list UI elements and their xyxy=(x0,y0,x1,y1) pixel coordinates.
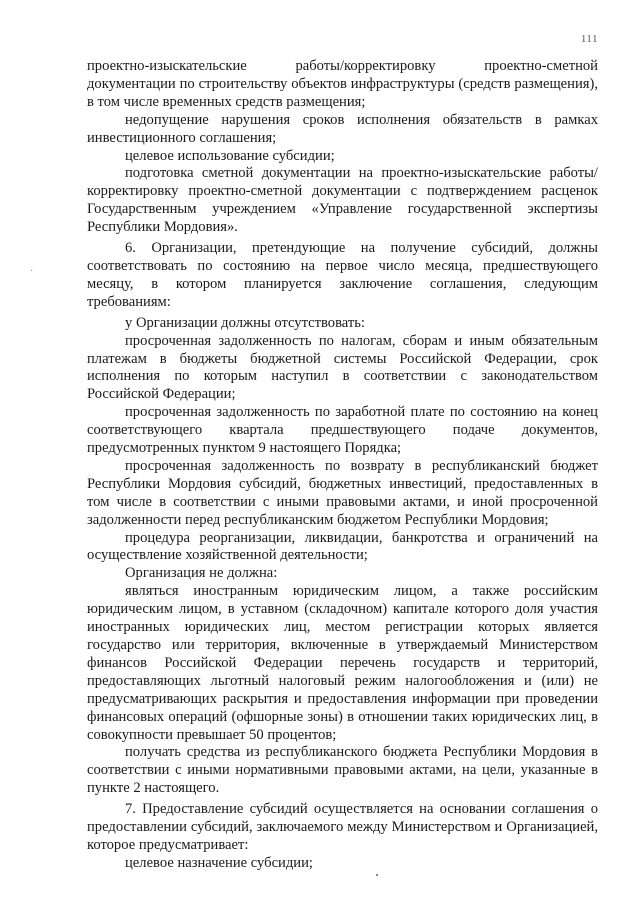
paragraph-section-7: 7. Предоставление субсидий осуществляется на основании соглашения о предоставлении субсидий, заключаемого между Министерством и Организацией, которое предусматривает: xyxy=(87,801,598,853)
paragraph-requirement-estimate: подготовка сметной документации на проектно-изыскательские работы/корректировку проектно-сметной документации с подтверждением расценок Государственным учреждением «Управление государственной экспертизы Республики Мордовия». xyxy=(87,165,598,236)
paragraph-target-purpose: целевое назначение субсидии; xyxy=(125,854,313,871)
paragraph-requirement-target-use: целевое использование субсидии; xyxy=(125,147,335,164)
paragraph-organization-must-not: Организация не должна: xyxy=(125,565,278,582)
paragraph-foreign-entity: являться иностранным юридическим лицом, а также российским юридическим лицом, в уставном (складочном) капитале которого доля участия иностранных юридических лиц, местом регистрации которых является государство или территория, включенные в утверждаемый Министерством финансов Российской Федерации перечень государств и территорий, предоставляющих льготный налоговый режим налогообложения и (или) не предусматривающих раскрытия и предоставления информации при проведении финансовых операций (офшорные зоны) в отношении таких юридических лиц, в совокупности превышает 50 процентов; xyxy=(87,583,598,743)
paragraph-tax-debt: просроченная задолженность по налогам, сборам и иным обязательным платежам в бюджеты бюджетной системы Российской Федерации, срок исполнения по которым наступил в соответствии с законодательством Российской Федерации; xyxy=(87,332,598,403)
margin-mark: · xyxy=(30,266,34,277)
document-body xyxy=(87,58,598,873)
bottom-mark xyxy=(376,874,378,876)
paragraph-continuation: проектно-изыскательские работы/корректировку проектно-сметной документации по строительству объектов инфраструктуры (средств размещения), в том числе временных средств размещения; xyxy=(87,58,598,110)
paragraph-reorganization: процедура реорганизации, ликвидации, банкротства и ограничений на осуществление хозяйственной деятельности; xyxy=(87,529,598,564)
paragraph-must-not-have: у Организации должны отсутствовать: xyxy=(125,314,365,331)
paragraph-budget-debt: просроченная задолженность по возврату в республиканский бюджет Республики Мордовия субсидий, бюджетных инвестиций, предоставленных в том числе в соответствии с иными правовыми актами, и иной просроченной задолженности перед республиканским бюджетом Республики Мордовия; xyxy=(87,457,598,528)
paragraph-other-funds: получать средства из республиканского бюджета Республики Мордовия в соответствии с иными нормативными правовыми актами, на цели, указанные в пункте 2 настоящего. xyxy=(87,744,598,797)
paragraph-salary-debt: просроченная задолженность по заработной плате по состоянию на конец соответствующего квартала предшествующего подаче документов, предусмотренных пунктом 9 настоящего Порядка; xyxy=(87,404,598,457)
paragraph-requirement-deadlines: недопущение нарушения сроков исполнения обязательств в рамках инвестиционного соглашения; xyxy=(87,111,598,146)
paragraph-section-6: 6. Организации, претендующие на получение субсидий, должны соответствовать по состоянию на первое число месяца, предшествующего месяцу, в котором планируется заключение соглашения, следующим требованиям: xyxy=(87,240,598,310)
page-number: 111 xyxy=(580,33,598,45)
